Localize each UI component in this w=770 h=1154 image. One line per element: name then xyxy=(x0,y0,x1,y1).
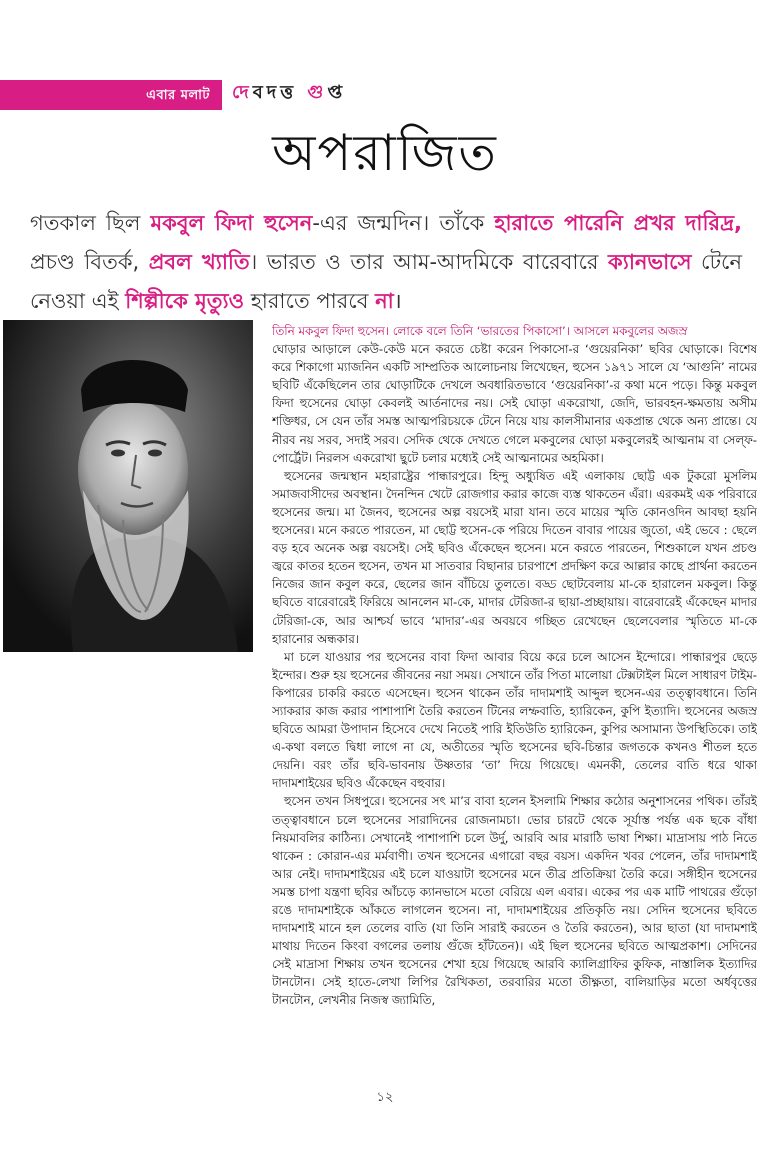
section-label: এবার মলাট xyxy=(146,88,210,103)
section-banner xyxy=(0,80,222,110)
standfirst-highlight: ক্যানভাসে xyxy=(608,250,692,274)
standfirst-highlight: শিল্পীকে মৃত্যুও xyxy=(125,289,245,313)
article-title: অপরাজিত xyxy=(272,124,498,182)
body-paragraph: মা চলে যাওয়ার পর হুসেনের বাবা ফিদা আবার বিয়ে করে চলে আসেন ইন্দোরে। পান্ধারপুর ছেড়ে ইন্দোর। শুরু হয় হুসেনের জীবনের নয়া সময়। সেখানে তাঁর পিতা মালোয়া টেক্সটাইল মিলে সাধারণ টাইম-কিপারের চাকরি করতে এসেছেন। হুসেন থাকেন তাঁর দাদামশাই আব্দুল হুসেন-এর তত্ত্বাবধানে। তিনি স্যাকরার কাজ করার পাশাপাশি তৈরি করতেন টিনের লম্ফবাতি, হ্যারিকেন, কুপি ইত্যাদি। হুসেনের অজস্র ছবিতে আমরা উপাদান হিসেবে দেখে নিতেই পারি ইতিউতি হ্যারিকেন, কুপির অসামান্য উপস্থিতিকে। তাই এ-কথা বলতে দ্বিধা লাগে না যে, অতীতের স্মৃতি হুসেনের ছবি-চিন্তার জগতকে কখনও শীতল হতে দেয়নি। বরং তাঁর ছবি-ভাবনায় উষ্ণতার ‘তা’ দিয়ে গিয়েছে। এমনকী, তেলের বাতি ধরে থাকা দাদামশাইয়ের ছবিও এঁকেছেন বহুবার। xyxy=(272,649,757,791)
portrait-illustration xyxy=(3,320,253,652)
author-byline xyxy=(232,78,346,109)
author-name-part: প্ত xyxy=(327,82,347,103)
body-paragraph: ঘোড়ার আড়ালে কেউ-কেউ মনে করতে চেষ্টা করেন পিকাসো-র ‘গুয়েরনিকা’ ছবির ঘোড়াকে। বিশেষ করে শিকাগো ম্যাজনিন একটি সাম্প্রতিক আলোচনায় লিখেছেন, হুসেন ১৯৭১ সালে যে ‘আগুনি’ নামের ছবিটি এঁকেছিলেন তার ঘোড়াটিকে দেখলে অবধারিতভাবে ‘গুয়েরনিকা’-র কথা মনে পড়ে। কিন্তু মকবুল ফিদা হুসেনের ঘোড়া কেবলই আর্তনাদের নয়। সেই ঘোড়া একরোখা, জেদি, ভারবহন-ক্ষমতায় অসীম শক্তিধর, সে যেন তাঁর সমস্ত আত্মপরিচয়কে টেনে নিয়ে যায় কালসীমানার একপ্রান্ত থেকে অন্য প্রান্তে। যে নীরব নয় সরব, সদাই সরব। সেদিক থেকে দেখতে গেলে মকবুলের ঘোড়া মকবুলেরই আত্মনাম বা সেল্‌ফ-পোর্ট্রেট। নিরলস একরোখা ছুটে চলার মধ্যেই সেই আত্মনামের অহমিকা। xyxy=(272,342,757,465)
standfirst-text: । ভারত ও তার আম-আদমিকে বারেবারে xyxy=(249,250,609,274)
standfirst-text: হারাতে পারবে xyxy=(244,289,376,313)
author-name-part: দে xyxy=(232,82,253,103)
article-body xyxy=(272,322,757,1082)
standfirst xyxy=(30,204,742,321)
author-name-part: গু xyxy=(297,82,328,103)
portrait-photo xyxy=(3,320,253,652)
standfirst-highlight: প্রবল খ্যাতি xyxy=(148,250,250,274)
standfirst-highlight: না xyxy=(375,289,394,313)
page-number: ১২ xyxy=(376,1090,394,1105)
standfirst-text: প্রচণ্ড বিতর্ক, xyxy=(30,250,149,274)
standfirst-highlight: মকবুল ফিদা হুসেন xyxy=(150,211,313,235)
lead-paragraph: তিনি মকবুল ফিদা হুসেন। লোকে বলে তিনি ‘ভারতের পিকাসো’। আসলে মকবুলের অজস্র xyxy=(272,324,688,338)
standfirst-text: -এর জন্মদিন। তাঁকে xyxy=(312,211,495,235)
body-paragraph: হুসেন তখন সিধপুরে। হুসেনের সৎ মা’র বাবা হলেন ইসলামি শিক্ষার কঠোর অনুশাসনের পথিক। তাঁরই তত্ত্বাবধানে চলে হুসেনের সারাদিনের রোজনামচা। ভোর চারটে থেকে সূর্যাস্ত পর্যন্ত এক ছকে বাঁধা নিয়মাবলির কাঠিন্য। সেখানেই পাশাপাশি চলে উর্দু, আরবি আর মারাঠি ভাষা শিক্ষা। মাদ্রাসায় পাঠ নিতে থাকেন : কোরান-এর মর্মবাণী। তখন হুসেনের এগারো বছর বয়স। একদিন খবর পেলেন, তাঁর দাদামশাই আর নেই। দাদামশাইয়ের এই চলে যাওয়াটা হুসেনের মনে তীব্র প্রতিক্রিয়া তৈরি করে। সঙ্গীহীন হুসেনের সমস্ত চাপা যন্ত্রণা ছবির আঁচড়ে ক্যানভাসে মতো বেরিয়ে এল এবার। একের পর এক মাটি পাথরের গুঁড়ো রঙে দাদামশাইকে আঁকতে লাগলেন হুসেন। না, দাদামশাইয়ের প্রতিকৃতি নয়। সেদিন হুসেনের ছবিতে দাদামশাই মানে হল তেলের বাতি (যা তিনি সারাই করতেন ও তৈরি করতেন), আর ছাতা (যা দাদামশাই মাথায় দিতেন কিংবা বগলের তলায় গুঁজে হাঁটতেন)। এই ছিল হুসেনের ছবিতে আত্মপ্রকাশ। সেদিনের সেই মাদ্রাসা শিক্ষায় তখন হুসেনের শেখা হয়ে গিয়েছে আরবি ক্যালিগ্রাফির কুফিক, নাস্তালিক ইত্যাদির টানটোন। সেই হাতে-লেখা লিপির রৈখিকতা, তরবারির মতো তীক্ষ্ণতা, বালিয়াড়ির মতো অর্ধবৃত্তের টানটোন, লেখনীর নিজস্ব জ্যামিতি, xyxy=(272,794,757,1008)
standfirst-text: গতকাল ছিল xyxy=(30,211,151,235)
standfirst-highlight: হারাতে পারেনি প্রখর দারিদ্র, xyxy=(494,211,743,235)
standfirst-text: । xyxy=(393,289,402,313)
body-paragraph: হুসেনের জন্মস্থান মহারাষ্ট্রের পান্ধারপুরে। হিন্দু অধ্যুষিত এই এলাকায় ছোট্ট এক টুকরো মুসলিম সমাজবাসীদের অবস্থান। দৈনন্দিন খেটে রোজগার করার কাজে ব্যস্ত থাকতেন এঁরা। এরকমই এক পরিবারে হুসেনের জন্ম। মা জৈনব, হুসেনের অল্প বয়সেই মারা যান। তবে মায়ের স্মৃতি কোনওদিন আবছা হয়নি হুসেনের। মনে করতে পারতেন, মা ছোট্ট হুসেন-কে পরিয়ে দিতেন বাবার পায়ের জুতো, এই ভেবে : ছেলে বড় হবে অনেক অল্প বয়সেই। সেই ছবিও এঁকেছেন হুসেন। মনে করতে পারতেন, শিশুকালে যখন প্রচণ্ড জ্বরে কাতর হতেন হুসেন, তখন মা সাতবার বিছানার চারপাশে প্রদক্ষিণ করে আল্লার কাছে প্রার্থনা করতেন নিজের জান কবুল করে, ছেলের জান বাঁচিয়ে তুলতে। বড্ড ছোটবেলায় মা-কে হারালেন মকবুল। কিন্তু ছবিতে বারেবারেই ফিরিয়ে আনলেন মা-কে, মাদার টেরিজা-র ছায়া-প্রচ্ছায়ায়। বারেবারেই এঁকেছেন মাদার টেরিজা-কে, আর আশ্চর্য ভাবে ‘মাদার’-এর অবয়বে গচ্ছিত রেখেছেন ছেলেবেলার স্মৃতিতে মা-কে হারানোর অন্ধকার। xyxy=(272,468,757,646)
standfirst-text: টেনে নেওয়া এই xyxy=(30,250,742,313)
author-name-part: বদত্ত xyxy=(252,82,298,103)
